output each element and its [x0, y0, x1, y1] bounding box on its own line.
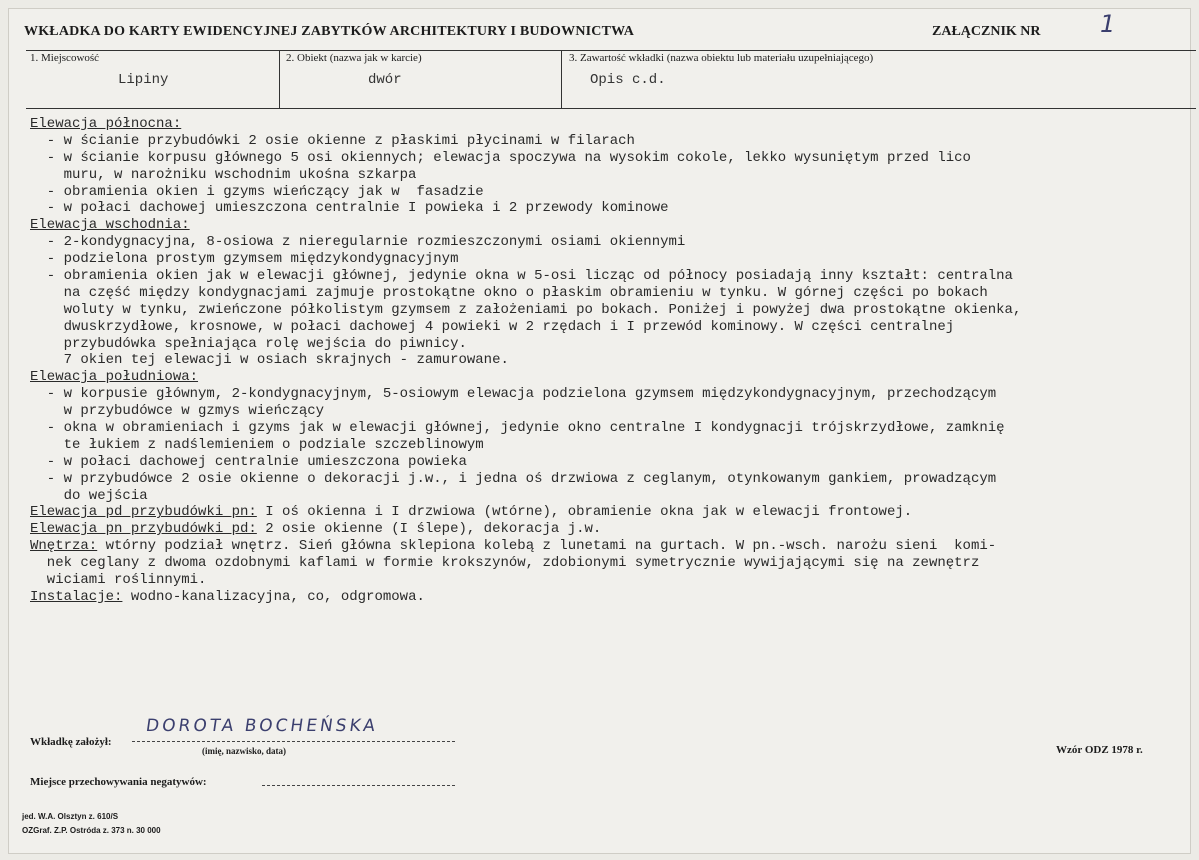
body-line — [30, 454, 1180, 471]
body-text-span: wtórny podział wnętrz. Sień główna sklepiona kolebą z lunetami na gurtach. W pn.-wsch. narożu sieni komi- — [97, 538, 997, 555]
body-text-span: - w korpusie głównym, 2-kondygnacyjnym, 5-osiowym elewacja podzielona gzymsem międzykondygnacyjnym, przechodzącym — [30, 386, 997, 403]
body-text-span: - w przybudówce 2 osie okienne o dekoracji j.w., i jedna oś drzwiowa z ceglanym, otynkowanym gankiem, prowadzącym — [30, 470, 997, 487]
object-value: dwór — [368, 72, 402, 88]
body-text-span: 2 osie okienne (I ślepe), dekoracja j.w. — [256, 521, 602, 538]
body-text-span: - w połaci dachowej centralnie umieszczona powieka — [30, 453, 467, 470]
content-value: Opis c.d. — [590, 72, 666, 88]
body-text-span: I oś okienna i I drzwiowa (wtórne), obramienie okna jak w elewacji frontowej. — [256, 504, 913, 521]
body-line — [30, 251, 1180, 268]
body-line — [30, 420, 1180, 437]
body-line — [30, 336, 1180, 353]
body-line — [30, 167, 1180, 184]
negatives-location-label: Miejsce przechowywania negatywów: — [30, 776, 207, 788]
body-line — [30, 133, 1180, 150]
form-title: WKŁADKA DO KARTY EWIDENCYJNEJ ZABYTKÓW ARCHITEKTURY I BUDOWNICTWA — [24, 24, 635, 39]
section-heading-line — [30, 589, 1180, 606]
body-line — [30, 302, 1180, 319]
section-heading-line — [30, 116, 1180, 133]
section-heading: Elewacja południowa: — [30, 369, 199, 386]
body-line — [30, 234, 1180, 251]
body-text-span: - w ścianie korpusu głównego 5 osi okiennych; elewacja spoczywa na wysokim cokole, lekko wysuniętym przed lico — [30, 149, 971, 166]
body-text-span: - w ścianie przybudówki 2 osie okienne z płaskimi płycinami w filarach — [30, 132, 635, 149]
section-heading-line — [30, 217, 1180, 234]
body-text-span: dwuskrzydłowe, krosnowe, w połaci dachowej 4 powieki w 2 rzędach i I przewód kominowy. W części centralnej — [30, 318, 955, 335]
body-text-span: 7 okien tej elewacji w osiach skrajnych - zamurowane. — [30, 352, 509, 369]
section-heading-line — [30, 538, 1180, 555]
body-line — [30, 352, 1180, 369]
content-label: 3. Zawartość wkładki (nazwa obiektu lub materiału uzupełniającego) — [569, 52, 874, 64]
field-divider-2 — [561, 50, 562, 108]
created-by-signature: DOROTA BOCHEŃSKA — [144, 716, 380, 736]
body-line — [30, 184, 1180, 201]
created-by-dotline — [132, 741, 455, 742]
body-line — [30, 403, 1180, 420]
body-text-span: na część między kondygnacjami zajmuje prostokątne okno o płaskim obramieniu w tynku. W górnej części po bokach — [30, 284, 988, 301]
locality-label: 1. Miejscowość — [30, 52, 100, 64]
body-text-span: do wejścia — [30, 487, 148, 504]
body-text-span: - okna w obramieniach i gzyms jak w elewacji głównej, jedynie okno centralne I kondygnacji trójskrzydłowe, zamknię — [30, 420, 1005, 437]
body-line — [30, 386, 1180, 403]
section-heading: Elewacja północna: — [30, 116, 182, 132]
body-line — [30, 488, 1180, 505]
body-text-span: te łukiem z nadślemieniem o podziale szczeblinowym — [30, 436, 484, 453]
annex-label: ZAŁĄCZNIK NR — [932, 24, 1041, 39]
body-line — [30, 572, 1180, 589]
section-heading: Elewacja pd przybudówki pn: — [30, 504, 257, 521]
body-text-span: - podzielona prostym gzymsem międzykondygnacyjnym — [30, 251, 459, 268]
object-label: 2. Obiekt (nazwa jak w karcie) — [286, 52, 422, 64]
body-line — [30, 150, 1180, 167]
body-text-span: wodno-kanalizacyjna, co, odgromowa. — [122, 588, 425, 605]
section-heading: Elewacja pn przybudówki pd: — [30, 521, 257, 538]
locality-value: Lipiny — [118, 72, 169, 88]
body-text-span: muru, w narożniku wschodnim ukośna szkarpa — [30, 166, 417, 183]
section-heading-line — [30, 504, 1180, 521]
section-heading: Instalacje: — [30, 588, 123, 605]
body-line — [30, 471, 1180, 488]
body-text-span: - w połaci dachowej umieszczona centralnie I powieka i 2 przewody kominowe — [30, 200, 669, 217]
created-by-label: Wkładkę założył: — [30, 736, 112, 748]
body-text-span: przybudówka spełniająca rolę wejścia do piwnicy. — [30, 335, 467, 352]
body-line — [30, 268, 1180, 285]
body-text-span: woluty w tynku, zwieńczone półkolistym gzymsem z założeniami po bokach. Poniżej i powyżej dwa prostokątne okienka, — [30, 301, 1022, 318]
header-top-rule — [26, 50, 1196, 51]
section-heading-line — [30, 369, 1180, 386]
section-heading-line — [30, 521, 1180, 538]
body-text-span: wiciami roślinnymi. — [30, 572, 207, 589]
description-body — [30, 116, 1180, 606]
field-divider-1 — [279, 50, 280, 108]
body-text-span: - obramienia okien i gzyms wieńczący jak w fasadzie — [30, 183, 484, 200]
body-line — [30, 555, 1180, 572]
annex-number: 1 — [1100, 10, 1116, 38]
header-bottom-rule — [26, 108, 1196, 109]
body-text-span: nek ceglany z dwoma ozdobnymi kaflami w formie krokszynów, zdobionymi symetrycznie wywijającymi się na zewnętrz — [30, 555, 980, 572]
section-heading: Wnętrza: — [30, 538, 98, 555]
body-line — [30, 319, 1180, 336]
body-line — [30, 437, 1180, 454]
section-heading: Elewacja wschodnia: — [30, 217, 190, 234]
negatives-dotline — [262, 785, 455, 786]
printer-imprint-2: OZGraf. Z.P. Ostróda z. 373 n. 30 000 — [22, 826, 161, 835]
body-text-span: - obramienia okien jak w elewacji głównej, jedynie okna w 5-osi licząc od północy posiadają inny kształt: centralna — [30, 268, 1013, 285]
created-by-hint: (imię, nazwisko, data) — [202, 746, 286, 756]
body-text-span: - 2-kondygnacyjna, 8-osiowa z nieregularnie rozmieszczonymi osiami okiennymi — [30, 234, 686, 251]
body-line — [30, 200, 1180, 217]
form-version: Wzór ODZ 1978 r. — [1056, 744, 1143, 756]
body-line — [30, 285, 1180, 302]
body-text-span: w przybudówce w gzmys wieńczący — [30, 403, 325, 420]
printer-imprint-1: jed. W.A. Olsztyn z. 610/S — [22, 812, 119, 821]
